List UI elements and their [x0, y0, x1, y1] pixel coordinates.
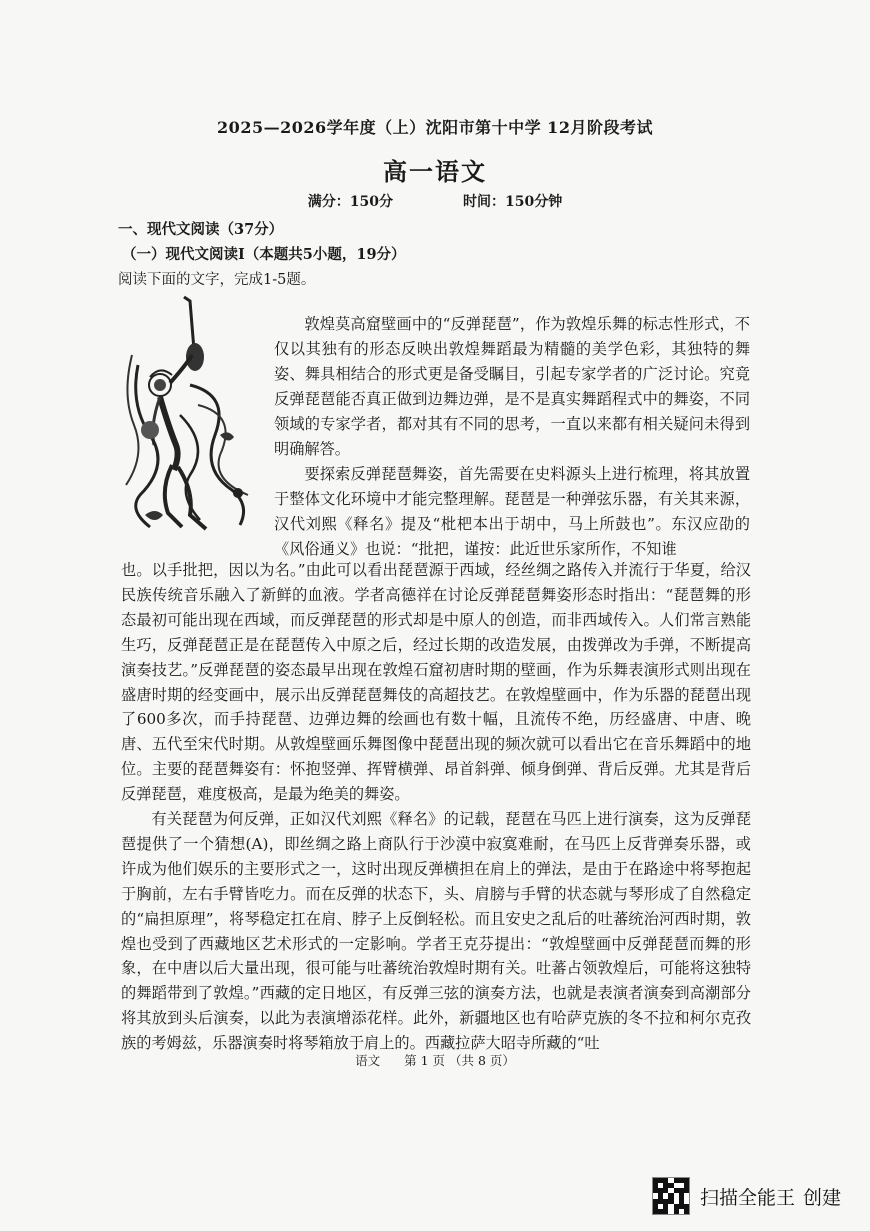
- full-score: 满分：150分: [307, 194, 393, 210]
- flying-apsara-pipa-illustration: [120, 295, 270, 535]
- footer-subject: 语文: [355, 1053, 381, 1068]
- passage-paragraph-2-head: 要探索反弹琵琶舞姿，首先需要在史料源头上进行梳理，将其放置于整体文化环境中才能完整理解。琵琶是一种弹弦乐器，有关其来源，汉代刘熙《释名》提及“枇杷本出于胡中，马上所鼓也”。东汉应劭的《风俗通义》也说：“批把，谨按：此近世乐家所作，不知谁: [274, 465, 750, 558]
- watermark-app-name: 扫描全能王: [700, 1186, 796, 1209]
- subject-title: 高一语文: [383, 157, 487, 186]
- subsection-heading: （一）现代文阅读Ⅰ（本题共5小题，19分）: [122, 246, 406, 263]
- passage-paragraph-3: 有关琵琶为何反弹，正如汉代刘熙《释名》的记载，琵琶在马匹上进行演奏，这为反弹琵琶提供了一个猜想(A)，即丝绸之路上商队行于沙漠中寂寞难耐，在马匹上反背弹奏乐器，或许成为他们娱乐的主要形式之一，这时出现反弹横担在肩上的弹法，是由于在路途中将琴抱起于胸前，左右手臂皆吃力。而在反弹的状态下，头、肩膀与手臂的状态就与琴形成了自然稳定的“扁担原理”，将琴稳定扛在肩、脖子上反倒轻松。而且安史之乱后的吐蕃统治河西时期，敦煌也受到了西藏地区艺术形式的一定影响。学者王克芬提出：“敦煌壁画中反弹琵琶而舞的形象，在中唐以后大量出现，很可能与吐蕃统治敦煌时期有关。吐蕃占领敦煌后，可能将这独特的舞蹈带到了敦煌。”西藏的定日地区，有反弹三弦的演奏方法，也就是表演者演奏到高潮部分将其放到头后演奏，以此为表演增添花样。此外，新疆地区也有哈萨克族的冬不拉和柯尔克孜族的考姆兹，乐器演奏时将琴箱放于肩上的。西藏拉萨大昭寺所藏的“吐: [121, 810, 751, 1053]
- section-heading: 一、现代文阅读（37分）: [118, 221, 284, 238]
- exam-meta: [0, 191, 870, 211]
- footer-page-number: 第 1 页 （共 8 页）: [404, 1053, 515, 1068]
- page-footer: [0, 1051, 870, 1069]
- passage-paragraph-2-tail: 也。以手批把，因以为名。”由此可以看出琵琶源于西域，经丝绸之路传入并流行于华夏，给汉民族传统音乐融入了新鲜的血液。学者高德祥在讨论反弹琵琶舞姿形态时指出：“琵琶舞的形态最初可能出现在西域，而反弹琵琶的形式却是中原人的创造，而非西域传入。人们常言熟能生巧，反弹琵琶正是在琵琶传入中原之后，经过长期的改造发展，由拨弹改为手弹，不断提高演奏技艺。”反弹琵琶的姿态最早出现在敦煌石窟初唐时期的壁画，作为乐舞表演形式则出现在盛唐时期的经变画中，展示出反弹琵琶舞伎的高超技艺。在敦煌壁画中，作为乐器的琵琶出现了600多次，而手持琵琶、边弹边舞的绘画也有数十幅，且流传不绝，历经盛唐、中唐、晚唐、五代至宋代时期。从敦煌壁画乐舞图像中琵琶出现的频次就可以看出它在音乐舞蹈中的地位。主要的琵琶舞姿有：怀抱竖弹、挥臂横弹、昂首斜弹、倾身倒弹、背后反弹。尤其是背后反弹琵琶，难度极高，是最为绝美的舞姿。: [121, 561, 751, 804]
- reading-instruction: 阅读下面的文字，完成1-5题。: [118, 272, 316, 288]
- qr-code-icon: [652, 1177, 690, 1215]
- scanner-watermark: [652, 1178, 841, 1214]
- watermark-action: 创建: [803, 1186, 842, 1209]
- exam-title: 2025—2026学年度（上）沈阳市第十中学 12月阶段考试: [217, 118, 653, 137]
- passage-paragraph-1: 敦煌莫高窟壁画中的“反弹琵琶”，作为敦煌乐舞的标志性形式，不仅以其独有的形态反映出敦煌舞蹈最为精髓的美学色彩，其独特的舞姿、舞具相结合的形式更是备受瞩目，引起专家学者的广泛讨论。究竟反弹琵琶能否真正做到边舞边弹，是不是真实舞蹈程式中的舞姿，不同领域的专家学者，都对其有不同的思考，一直以来都有相关疑问未得到明确解答。: [274, 315, 750, 458]
- time-limit: 时间：150分钟: [463, 194, 563, 210]
